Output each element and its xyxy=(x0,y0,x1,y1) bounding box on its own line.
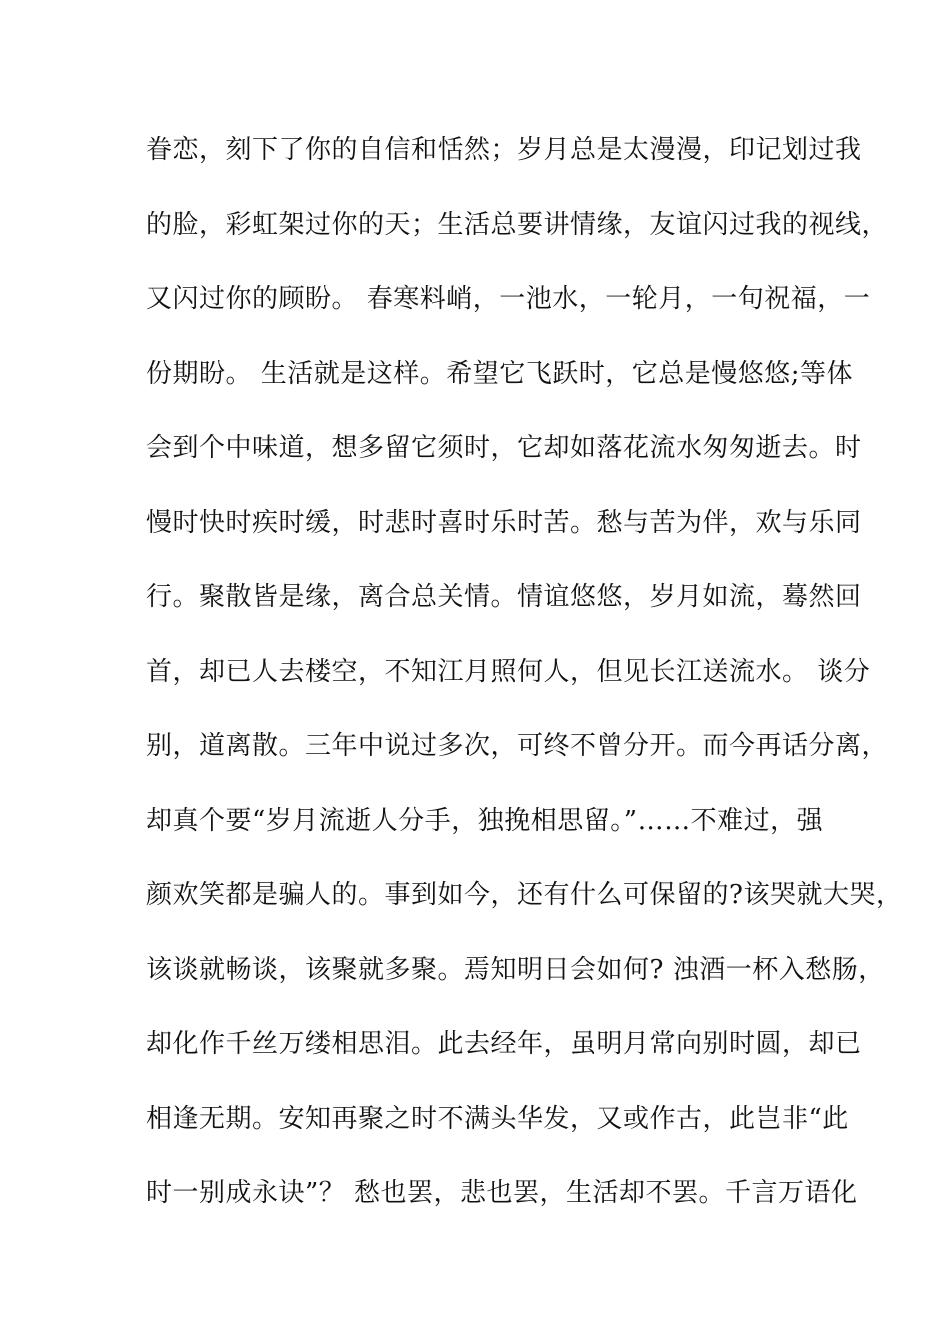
text-line: 颜欢笑都是骗人的。事到如今，还有什么可保留的?该哭就大哭， xyxy=(146,880,903,910)
text-line: 相逢无期。安知再聚之时不满头华发，又或作古，此岂非“此 xyxy=(146,1103,849,1134)
text-line: 该谈就畅谈，该聚就多聚。焉知明日会如何? 浊酒一杯入愁肠， xyxy=(146,954,885,985)
text-line: 慢时快时疾时缓，时悲时喜时乐时苦。愁与苦为伴，欢与乐同 xyxy=(146,507,862,538)
text-line: 却化作千丝万缕相思泪。此去经年，虽明月常向别时圆，却已 xyxy=(146,1029,862,1059)
text-line: 别，道离散。三年中说过多次，可终不曾分开。而今再话分离， xyxy=(146,731,889,761)
text-line: 会到个中味道，想多留它须时，它却如落花流水匆匆逝去。时 xyxy=(146,433,862,463)
text-line: 首，却已人去楼空，不知江月照何人，但见长江送流水。 谈分 xyxy=(146,656,871,687)
text-line: 又闪过你的顾盼。 春寒料峭，一池水，一轮月，一句祝福，一 xyxy=(146,284,871,314)
text-line: 的脸，彩虹架过你的天；生活总要讲情缘，友谊闪过我的视线， xyxy=(146,209,889,240)
text-line: 份期盼。 生活就是这样。希望它飞跃时，它总是慢悠悠;等体 xyxy=(146,358,854,389)
text-line: 眷恋，刻下了你的自信和恬然；岁月总是太漫漫，印记划过我 xyxy=(146,135,862,165)
text-line: 却真个要“岁月流逝人分手，独挽相思留。”……不难过，强 xyxy=(146,805,824,836)
text-line: 行。聚散皆是缘，离合总关情。情谊悠悠，岁月如流，蓦然回 xyxy=(146,582,862,612)
text-line: 时一别成永诀”？ 愁也罢，悲也罢，生活却不罢。千言万语化 xyxy=(146,1178,858,1208)
body-text xyxy=(146,130,903,1248)
